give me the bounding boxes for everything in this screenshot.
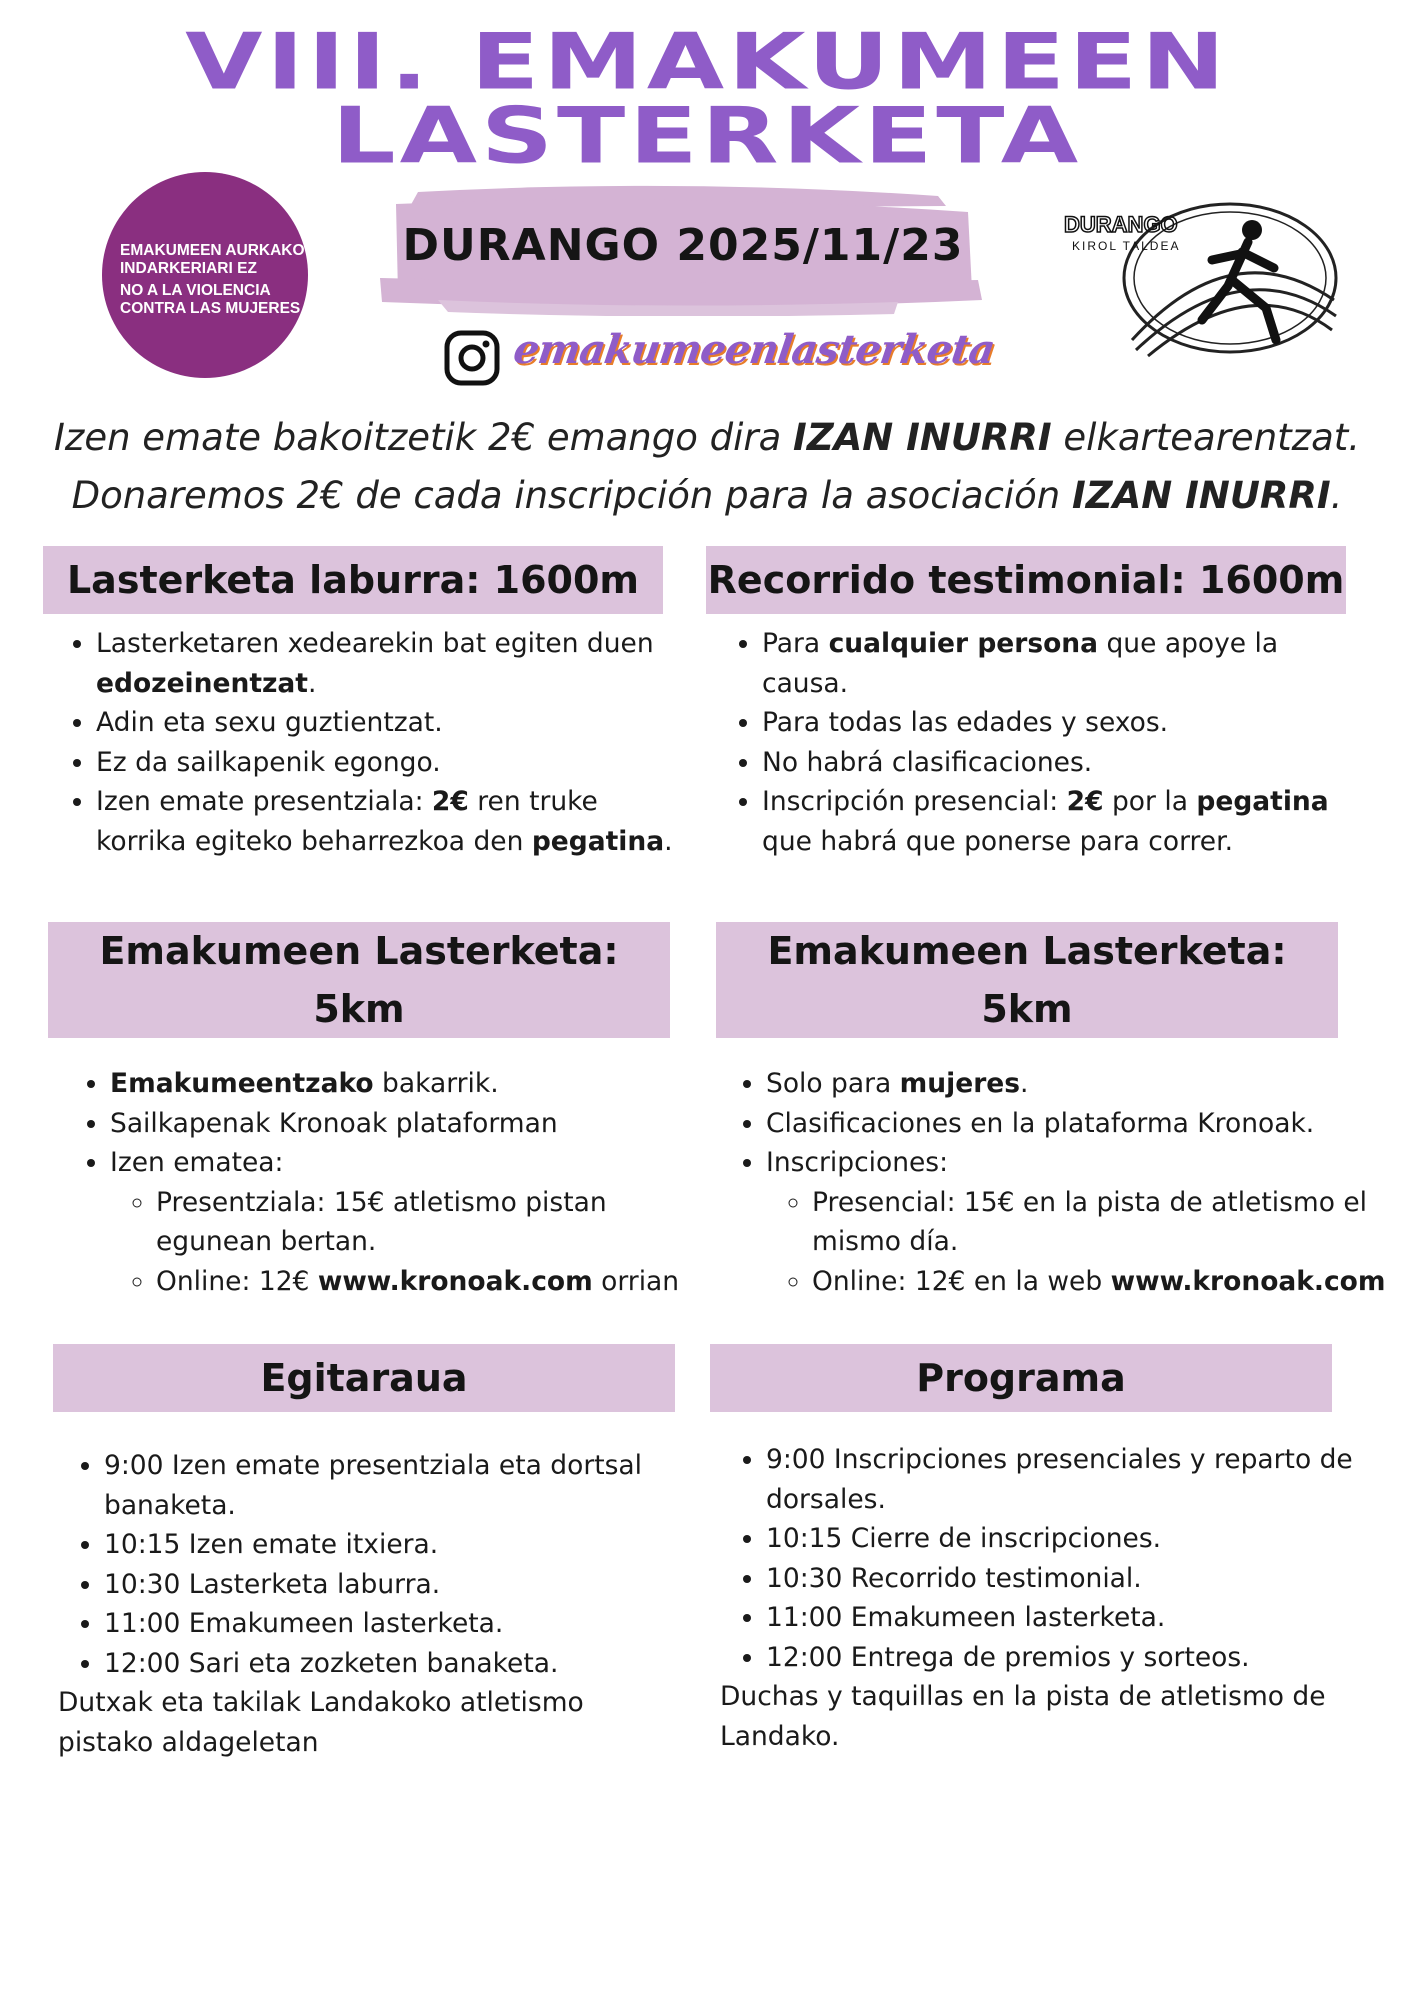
list-item: • 9:00 Izen emate presentziala eta dortsal banaketa. bbox=[104, 1446, 698, 1525]
donation-es: Donaremos 2€ de cada inscripción para la asociación IZAN INURRI. bbox=[71, 474, 1343, 517]
list-item: • Emakumeentzako bakarrik. bbox=[110, 1064, 704, 1104]
list-item: • Izen ematea: ◦ Presentziala: 15€ atletismo pistan egunean bertan. ◦ Online: 12€ www.kronoak.com orrian bbox=[110, 1143, 704, 1301]
women-race-header-es-title: Emakumeen Lasterketa: bbox=[767, 929, 1287, 973]
list-item: • Lasterketaren xedearekin bat egiten duen edozeinentzat. bbox=[96, 624, 690, 703]
women-race-list-es bbox=[720, 1064, 1400, 1301]
short-race-header-eu: Lasterketa laburra: 1600m bbox=[43, 546, 663, 614]
event-date: DURANGO 2025/11/23 bbox=[402, 220, 964, 271]
women-race-list-eu bbox=[64, 1064, 704, 1301]
list-subitem: ◦ Online: 12€ en la web www.kronoak.com bbox=[812, 1262, 1400, 1302]
list-item: • Izen emate presentziala: 2€ ren truke korrika egiteko beharrezkoa den pegatina. bbox=[96, 782, 690, 861]
short-race-header-es: Recorrido testimonial: 1600m bbox=[706, 546, 1346, 614]
instagram-icon[interactable] bbox=[444, 330, 500, 386]
women-race-header-eu-distance: 5km bbox=[313, 987, 405, 1031]
list-item: • Inscripciones: ◦ Presencial: 15€ en la pista de atletismo el mismo día. ◦ Online: 12€ en la web www.kronoak.com bbox=[766, 1143, 1400, 1301]
short-race-list-eu bbox=[50, 624, 690, 861]
logo-text-kirol: KIROL TALDEA bbox=[1072, 239, 1181, 253]
list-item: • Ez da sailkapenik egongo. bbox=[96, 743, 690, 783]
program-list-es bbox=[720, 1440, 1360, 1756]
event-title-line2: LASTERKETA bbox=[331, 89, 1083, 182]
short-race-list-es bbox=[716, 624, 1336, 861]
list-item: • Para todas las edades y sexos. bbox=[762, 703, 1336, 743]
list-subitem: ◦ Presencial: 15€ en la pista de atletismo el mismo día. bbox=[812, 1183, 1400, 1262]
list-item: • No habrá clasificaciones. bbox=[762, 743, 1336, 783]
instagram-handle[interactable]: emakumeenlasterketa bbox=[510, 326, 998, 373]
event-title-line1: VIII. EMAKUMEEN bbox=[185, 15, 1229, 108]
women-race-header-eu bbox=[48, 922, 670, 1038]
list-item: • 12:00 Sari eta zozketen banaketa. bbox=[104, 1644, 698, 1684]
donation-eu: Izen emate bakoitzetik 2€ emango dira IZAN INURRI elkartearentzat. bbox=[53, 416, 1361, 459]
list-item: • 12:00 Entrega de premios y sorteos. bbox=[766, 1638, 1360, 1678]
list-item: • 10:30 Recorrido testimonial. bbox=[766, 1559, 1360, 1599]
program-note-es: Duchas y taquillas en la pista de atletismo de Landako. bbox=[720, 1681, 1326, 1752]
program-header-es: Programa bbox=[710, 1344, 1332, 1412]
list-item: • Adin eta sexu guztientzat. bbox=[96, 703, 690, 743]
list-item: • 11:00 Emakumeen lasterketa. bbox=[766, 1598, 1360, 1638]
anti-violence-badge bbox=[102, 172, 308, 378]
women-race-header-eu-title: Emakumeen Lasterketa: bbox=[99, 929, 619, 973]
list-item: • Inscripción presencial: 2€ por la pegatina que habrá que ponerse para correr. bbox=[762, 782, 1336, 861]
list-item: • Solo para mujeres. bbox=[766, 1064, 1400, 1104]
list-item: • 10:30 Lasterketa laburra. bbox=[104, 1565, 698, 1605]
durango-kirol-taldea-logo bbox=[1052, 190, 1340, 360]
program-list-eu bbox=[58, 1446, 698, 1762]
badge-text-eu: EMAKUMEEN AURKAKO INDARKERIARI EZ bbox=[120, 242, 305, 277]
list-item: • Clasificaciones en la plataforma Kronoak. bbox=[766, 1104, 1400, 1144]
list-item: • 11:00 Emakumeen lasterketa. bbox=[104, 1604, 698, 1644]
list-item: • Para cualquier persona que apoye la causa. bbox=[762, 624, 1336, 703]
list-item: • 10:15 Cierre de inscripciones. bbox=[766, 1519, 1360, 1559]
list-subitem: ◦ Presentziala: 15€ atletismo pistan egunean bertan. bbox=[156, 1183, 704, 1262]
list-item: • 9:00 Inscripciones presenciales y reparto de dorsales. bbox=[766, 1440, 1360, 1519]
program-note-eu: Dutxak eta takilak Landakoko atletismo pistako aldageletan bbox=[58, 1687, 584, 1758]
women-race-header-es bbox=[716, 922, 1338, 1038]
program-header-eu: Egitaraua bbox=[53, 1344, 675, 1412]
badge-text-es: NO A LA VIOLENCIA CONTRA LAS MUJERES bbox=[120, 282, 301, 317]
women-race-header-es-distance: 5km bbox=[981, 987, 1073, 1031]
list-item: • 10:15 Izen emate itxiera. bbox=[104, 1525, 698, 1565]
logo-text-durango: DURANGO bbox=[1064, 212, 1178, 237]
list-item: • Sailkapenak Kronoak plataforman bbox=[110, 1104, 704, 1144]
list-subitem: ◦ Online: 12€ www.kronoak.com orrian bbox=[156, 1262, 704, 1302]
